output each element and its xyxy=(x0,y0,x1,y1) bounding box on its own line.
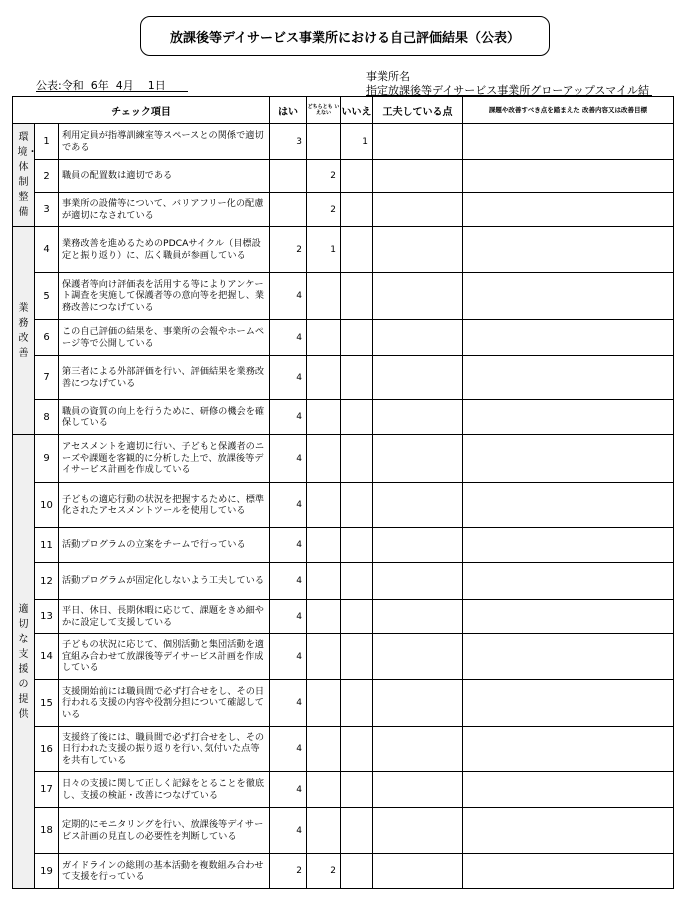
no-count xyxy=(341,772,373,808)
improvement-cell xyxy=(463,273,674,320)
good-points-cell xyxy=(373,227,463,273)
no-count xyxy=(341,483,373,528)
good-points-cell xyxy=(373,727,463,772)
neither-count: 2 xyxy=(307,854,341,889)
no-count xyxy=(341,193,373,227)
good-points-cell xyxy=(373,483,463,528)
neither-count xyxy=(307,600,341,634)
neither-count xyxy=(307,563,341,600)
table-row xyxy=(13,808,674,854)
yes-count xyxy=(270,160,307,193)
no-count xyxy=(341,528,373,563)
improvement-cell xyxy=(463,600,674,634)
item-text: 保護者等向け評価表を活用する等によりアンケート調査を実施して保護者等の意向等を把握し、業務改善につなげている xyxy=(59,273,270,320)
item-text: 子どもの適応行動の状況を把握するために、標準化されたアセスメントツールを使用している xyxy=(59,483,270,528)
no-count xyxy=(341,400,373,435)
good-points-cell xyxy=(373,124,463,160)
publication-day: 1日 xyxy=(147,79,166,92)
office-label: 事業所名 xyxy=(366,70,410,83)
table-row xyxy=(13,528,674,563)
good-points-cell xyxy=(373,772,463,808)
table-row xyxy=(13,634,674,680)
category-name: 業務改善 xyxy=(18,302,29,359)
item-text: 活動プログラムが固定化しないよう工夫している xyxy=(59,563,270,600)
table-row xyxy=(13,483,674,528)
category-label xyxy=(13,124,38,227)
good-points-cell xyxy=(373,435,463,483)
publication-underline xyxy=(36,91,188,92)
table-row xyxy=(13,320,674,356)
neither-count xyxy=(307,356,341,400)
item-number: 3 xyxy=(35,193,59,227)
table-row xyxy=(13,854,674,889)
no-count xyxy=(341,227,373,273)
table-row xyxy=(13,356,674,400)
item-number: 15 xyxy=(35,680,59,727)
good-points-cell xyxy=(373,320,463,356)
yes-count: 4 xyxy=(270,563,307,600)
yes-count: 4 xyxy=(270,808,307,854)
table-body xyxy=(13,124,674,889)
yes-count: 4 xyxy=(270,483,307,528)
good-points-cell xyxy=(373,808,463,854)
item-text: 定期的にモニタリングを行い、放課後等デイサービス計画の見直しの必要性を判断している xyxy=(59,808,270,854)
yes-count: 4 xyxy=(270,356,307,400)
no-count xyxy=(341,680,373,727)
no-count xyxy=(341,854,373,889)
neither-count xyxy=(307,320,341,356)
yes-count: 2 xyxy=(270,854,307,889)
category-name: 適切な支援の提供 xyxy=(18,603,29,720)
yes-count: 4 xyxy=(270,435,307,483)
yes-count: 4 xyxy=(270,400,307,435)
improvement-cell xyxy=(463,727,674,772)
yes-count: 4 xyxy=(270,273,307,320)
table-row xyxy=(13,680,674,727)
page-title-text: 放課後等デイサービス事業所における自己評価結果（公表） xyxy=(169,30,521,46)
table-row xyxy=(13,160,674,193)
neither-count xyxy=(307,634,341,680)
item-text: 業務改善を進めるためのPDCAサイクル（目標設定と振り返り）に、広く職員が参画している xyxy=(59,227,270,273)
item-number: 4 xyxy=(35,227,59,273)
good-points-cell xyxy=(373,160,463,193)
improvement-cell xyxy=(463,772,674,808)
yes-count: 3 xyxy=(270,124,307,160)
neither-count xyxy=(307,772,341,808)
item-text: 子どもの状況に応じて、個別活動と集団活動を適宜組み合わせて放課後等デイサービス計画を作成している xyxy=(59,634,270,680)
item-number: 12 xyxy=(35,563,59,600)
improvement-cell xyxy=(463,320,674,356)
neither-count xyxy=(307,808,341,854)
no-count xyxy=(341,160,373,193)
no-count xyxy=(341,634,373,680)
table-row xyxy=(13,563,674,600)
neither-count xyxy=(307,435,341,483)
page-title xyxy=(140,16,550,56)
table-row xyxy=(13,193,674,227)
yes-count xyxy=(270,193,307,227)
improvement-cell xyxy=(463,400,674,435)
yes-count: 2 xyxy=(270,227,307,273)
no-count xyxy=(341,273,373,320)
neither-count: 1 xyxy=(307,227,341,273)
category-label xyxy=(13,435,35,889)
item-number: 10 xyxy=(35,483,59,528)
item-text: 事業所の設備等について、バリアフリー化の配慮が適切になされている xyxy=(59,193,270,227)
item-text: ガイドラインの総則の基本活動を複数組み合わせて支援を行っている xyxy=(59,854,270,889)
table-row xyxy=(13,400,674,435)
improvement-cell xyxy=(463,356,674,400)
table-row xyxy=(13,124,674,160)
header-check-item: チェック項目 xyxy=(13,97,270,124)
neither-count xyxy=(307,273,341,320)
item-text: この自己評価の結果を、事業所の会報やホームページ等で公開している xyxy=(59,320,270,356)
no-count xyxy=(341,563,373,600)
good-points-cell xyxy=(373,400,463,435)
item-number: 8 xyxy=(35,400,59,435)
category-name: 環境・体制整備 xyxy=(17,132,38,218)
yes-count: 4 xyxy=(270,634,307,680)
item-number: 19 xyxy=(35,854,59,889)
item-number: 16 xyxy=(35,727,59,772)
yes-count: 4 xyxy=(270,680,307,727)
good-points-cell xyxy=(373,600,463,634)
item-number: 5 xyxy=(35,273,59,320)
yes-count: 4 xyxy=(270,727,307,772)
table-row xyxy=(13,227,674,273)
item-text: 活動プログラムの立案をチームで行っている xyxy=(59,528,270,563)
publication-label: 公表: xyxy=(36,79,62,92)
no-count xyxy=(341,600,373,634)
yes-count: 4 xyxy=(270,320,307,356)
item-number: 17 xyxy=(35,772,59,808)
item-number: 13 xyxy=(35,600,59,634)
improvement-cell xyxy=(463,634,674,680)
yes-count: 4 xyxy=(270,528,307,563)
no-count xyxy=(341,435,373,483)
neither-count: 2 xyxy=(307,193,341,227)
neither-count xyxy=(307,124,341,160)
item-number: 7 xyxy=(35,356,59,400)
neither-count xyxy=(307,727,341,772)
header-good-points: 工夫している点 xyxy=(373,97,463,124)
good-points-cell xyxy=(373,680,463,727)
improvement-cell xyxy=(463,160,674,193)
item-text: 第三者による外部評価を行い、評価結果を業務改善につなげている xyxy=(59,356,270,400)
publication-month: 4月 xyxy=(115,79,134,92)
item-text: 平日、休日、長期休暇に応じて、課題をきめ細やかに設定して支援している xyxy=(59,600,270,634)
yes-count: 4 xyxy=(270,772,307,808)
item-text: アセスメントを適切に行い、子どもと保護者のニーズや課題を客観的に分析した上で、放課後等デイサービス計画を作成している xyxy=(59,435,270,483)
improvement-cell xyxy=(463,563,674,600)
improvement-cell xyxy=(463,808,674,854)
improvement-cell xyxy=(463,227,674,273)
item-number: 6 xyxy=(35,320,59,356)
good-points-cell xyxy=(373,356,463,400)
table-row xyxy=(13,600,674,634)
neither-count xyxy=(307,680,341,727)
improvement-cell xyxy=(463,528,674,563)
item-number: 2 xyxy=(35,160,59,193)
neither-count: 2 xyxy=(307,160,341,193)
item-text: 職員の資質の向上を行うために、研修の機会を確保している xyxy=(59,400,270,435)
yes-count: 4 xyxy=(270,600,307,634)
no-count xyxy=(341,320,373,356)
header-neither: どちらとも いえない xyxy=(307,97,341,124)
header-yes: はい xyxy=(270,97,307,124)
good-points-cell xyxy=(373,563,463,600)
improvement-cell xyxy=(463,124,674,160)
good-points-cell xyxy=(373,854,463,889)
no-count xyxy=(341,727,373,772)
item-text: 支援終了後には、職員間で必ず打合せをし、その日行われた支援の振り返りを行い､気付いた点等を共有している xyxy=(59,727,270,772)
good-points-cell xyxy=(373,273,463,320)
table-row xyxy=(13,727,674,772)
good-points-cell xyxy=(373,193,463,227)
table-header-row xyxy=(13,97,674,124)
publication-year: 6年 xyxy=(90,79,109,92)
category-label xyxy=(13,227,35,435)
publication-era: 令和 xyxy=(61,79,84,92)
improvement-cell xyxy=(463,680,674,727)
neither-count xyxy=(307,483,341,528)
good-points-cell xyxy=(373,634,463,680)
improvement-cell xyxy=(463,483,674,528)
item-text: 職員の配置数は適切である xyxy=(59,160,270,193)
item-number: 18 xyxy=(35,808,59,854)
item-text: 支援開始前には職員間で必ず打合せをし、その日行われる支援の内容や役割分担について確認している xyxy=(59,680,270,727)
item-number: 1 xyxy=(35,124,59,160)
evaluation-table xyxy=(12,96,674,889)
no-count xyxy=(341,808,373,854)
improvement-cell xyxy=(463,854,674,889)
item-number: 9 xyxy=(35,435,59,483)
item-number: 11 xyxy=(35,528,59,563)
item-number: 14 xyxy=(35,634,59,680)
no-count xyxy=(341,356,373,400)
item-text: 利用定員が指導訓練室等スペースとの関係で適切である xyxy=(59,124,270,160)
neither-count xyxy=(307,400,341,435)
table-row xyxy=(13,435,674,483)
header-no: いいえ xyxy=(341,97,373,124)
improvement-cell xyxy=(463,193,674,227)
item-text: 日々の支援に関して正しく記録をとることを徹底し、支援の検証・改善につなげている xyxy=(59,772,270,808)
neither-count xyxy=(307,528,341,563)
header-improvement: 課題や改善すべき点を踏まえた 改善内容又は改善目標 xyxy=(463,97,674,124)
table-row xyxy=(13,772,674,808)
office-name: 指定放課後等デイサービス事業所グローアップスマイル結 xyxy=(366,84,650,97)
improvement-cell xyxy=(463,435,674,483)
table-row xyxy=(13,273,674,320)
no-count: 1 xyxy=(341,124,373,160)
good-points-cell xyxy=(373,528,463,563)
